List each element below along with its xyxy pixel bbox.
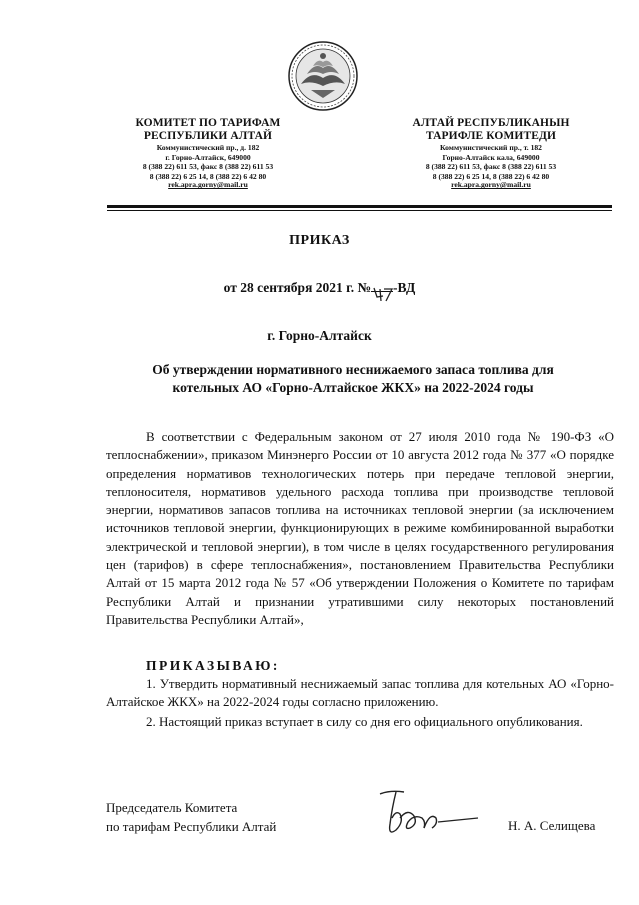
email-link[interactable]: rek.apra.gorny@mail.ru bbox=[168, 180, 248, 190]
signatory-name: Н. А. Селищева bbox=[508, 818, 596, 833]
email-link[interactable]: rek.apra.gorny@mail.ru bbox=[451, 180, 531, 190]
document-city: г. Горно-Алтайск bbox=[267, 328, 372, 343]
address-line1: Коммунистический пр., д. 182 bbox=[156, 143, 260, 153]
document-date-line bbox=[0, 280, 639, 296]
phones-line1: 8 (388 22) 611 53, факс 8 (388 22) 611 53 bbox=[425, 162, 557, 172]
position-line2: по тарифам Республики Алтай bbox=[106, 818, 277, 834]
emblem-icon bbox=[287, 40, 359, 112]
phones-line2: 8 (388 22) 6 25 14, 8 (388 22) 6 42 80 bbox=[432, 171, 550, 181]
date-prefix: от 28 сентября 2021 г. № bbox=[223, 280, 372, 295]
address-line2: Горно-Алтайск кала, 649000 bbox=[442, 152, 540, 162]
org-name-line2: РЕСПУБЛИКИ АЛТАЙ bbox=[143, 130, 273, 143]
position-line1: Председатель Комитета bbox=[106, 800, 238, 815]
phones-line1: 8 (388 22) 611 53, факс 8 (388 22) 611 53 bbox=[142, 162, 274, 172]
phones-line2: 8 (388 22) 6 25 14, 8 (388 22) 6 42 80 bbox=[149, 171, 267, 181]
document-subject: Об утверждении нормативного неснижаемого запаса топлива для котельных АО «Горно-Алтайское ЖКХ» на 2022-2024 годы bbox=[152, 362, 554, 395]
header-divider-thin bbox=[107, 210, 612, 211]
order-word: ПРИКАЗЫВАЮ: bbox=[146, 658, 280, 673]
org-name-line1: КОМИТЕТ ПО ТАРИФАМ bbox=[135, 117, 281, 129]
document-title: ПРИКАЗ bbox=[289, 233, 350, 248]
org-name-line1: АЛТАЙ РЕСПУБЛИКАНЫН bbox=[412, 117, 570, 129]
address-line1: Коммунистический пр., т. 182 bbox=[440, 143, 542, 153]
header-right bbox=[381, 117, 601, 190]
header-divider-thick bbox=[107, 205, 612, 208]
order-item-2: 2. Настоящий приказ вступает в силу со дня его официального опубликования. bbox=[146, 714, 583, 729]
signatory-position bbox=[106, 799, 276, 836]
order-item-1: 1. Утвердить нормативный неснижаемый запас топлива для котельных АО «Горно-Алтайское ЖКХ» на 2022-2024 годы согласно приложению. bbox=[106, 676, 614, 710]
address-line2: г. Горно-Алтайск, 649000 bbox=[165, 152, 251, 162]
number-suffix: -ВД bbox=[393, 280, 416, 295]
header-left bbox=[98, 117, 318, 190]
handwritten-signature-icon bbox=[370, 788, 490, 848]
org-name-line2: ТАРИФЛЕ КОМИТЕДИ bbox=[425, 130, 557, 143]
document-number bbox=[371, 291, 393, 292]
preamble-paragraph: В соответствии с Федеральным законом от 27 июля 2010 года № 190-ФЗ «О теплоснабжении», приказом Минэнерго России от 10 августа 2012 года № 377 «О порядке определения нормативов технологических потерь при передаче тепловой энергии, теплоносителя, нормативов удельного расхода топлива при производстве тепловой энергии, нормативов запасов топлива на источниках тепловой энергии (за исключением источников тепловой энергии, функционирующих в режиме комбинированной выработки электрической и тепловой энергии), в том числе в целях государственного регулирования цен (тарифов) в сфере теплоснабжения», постановлением Правительства Республики Алтай от 15 марта 2012 года № 57 «Об утверждении Положения о Комитете по тарифам Республики Алтай и признании утратившими силу некоторых постановлений Правительства Республики Алтай», bbox=[106, 429, 614, 627]
handwritten-number-icon bbox=[372, 285, 394, 303]
